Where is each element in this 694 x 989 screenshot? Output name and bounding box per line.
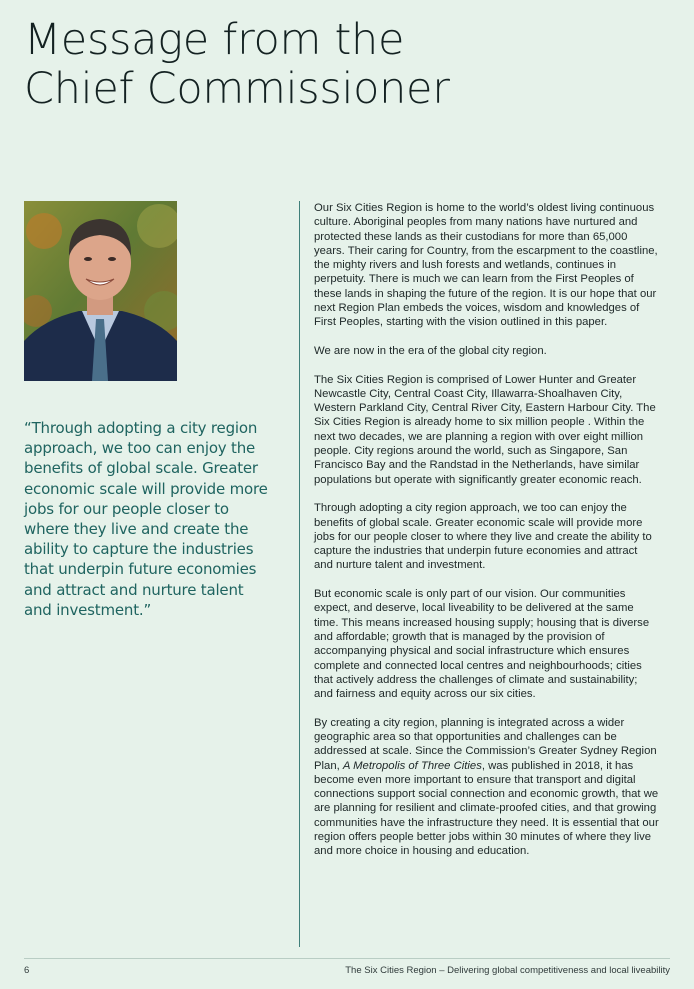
commissioner-portrait-photo bbox=[24, 201, 177, 381]
footer-rule bbox=[24, 958, 670, 959]
page-number: 6 bbox=[24, 965, 30, 976]
title-line-1: Message from the bbox=[24, 15, 405, 65]
body-text-run: , was published in 2018, it has become even more important to ensure that transport and digital connections support social connection and economic growth, that we are planning for resilient and climate-proofed cities, and that growing communities have the infrastructure they need. It is essential that our region offers people better jobs within 30 minutes of where they live and more choice in housing and education. bbox=[314, 759, 659, 858]
column-divider bbox=[299, 201, 300, 947]
body-paragraph: The Six Cities Region is comprised of Lower Hunter and Greater Newcastle City, Central Coast City, Illawarra-Shoalhaven City, Western Parkland City, Central River City, Eastern Harbour City. The Six Cities Region is already home to six million people . Within the next two decades, we are planning a region with over eight million people. City regions around the world, such as Singapore, San Francisco Bay and the Randstad in the Netherlands, have similar populations but operate with significantly greater economic reach. bbox=[314, 373, 656, 486]
body-text bbox=[314, 201, 659, 873]
body-paragraph: Through adopting a city region approach, we too can enjoy the benefits of global scale. Greater economic scale will provide more jobs for our people closer to where they live and create the ability to capture the industries that underpin future economies and attract and nurture talent and investment. bbox=[314, 502, 652, 572]
body-paragraph: But economic scale is only part of our vision. Our communities expect, and deserve, local liveability to be delivered at the same time. This means increased housing supply; housing that is diverse and affordable; growth that is managed by the provision of accompanying physical and social infrastructure which ensures complete and connected local centres and neighbourhoods; cities that actively address the challenges of climate and sustainability; and fairness and equity across our six cities. bbox=[314, 588, 650, 701]
body-text-run: By creating a city region, planning is integrated across a wider geographic area so that opportunities and challenges can be addressed at scale. Since the Commission’s Greater Sydney Region Plan, bbox=[314, 716, 657, 772]
pull-quote: “Through adopting a city region approach, we too can enjoy the benefits of global scale. Greater economic scale will provide more jobs for our people closer to where they live and create the ability to capture the industries that underpin future economies and attract and nurture talent and investment.” bbox=[24, 419, 268, 619]
body-paragraph bbox=[314, 716, 659, 859]
footer-title: The Six Cities Region – Delivering global competitiveness and local liveability bbox=[345, 965, 670, 976]
publication-title: A Metropolis of Three Cities bbox=[342, 759, 482, 772]
title-line-2: Chief Commissioner bbox=[24, 64, 450, 114]
page-title bbox=[24, 16, 450, 114]
body-paragraph: We are now in the era of the global city region. bbox=[314, 344, 547, 357]
body-paragraph: Our Six Cities Region is home to the world’s oldest living continuous culture. Aboriginal peoples from many nations have nurtured and protected these lands as their custodians for more than 65,000 years. Their caring for Country, from the escarpment to the coastline, the mighty rivers and lush forests and wetlands, continues in perpetuity. There is much we can learn from the First Peoples of these lands in shaping the future of the region. It is our hope that our next Region Plan embeds the voices, wisdom and knowledges of First Peoples, starting with the vision outlined in this paper. bbox=[314, 202, 658, 329]
